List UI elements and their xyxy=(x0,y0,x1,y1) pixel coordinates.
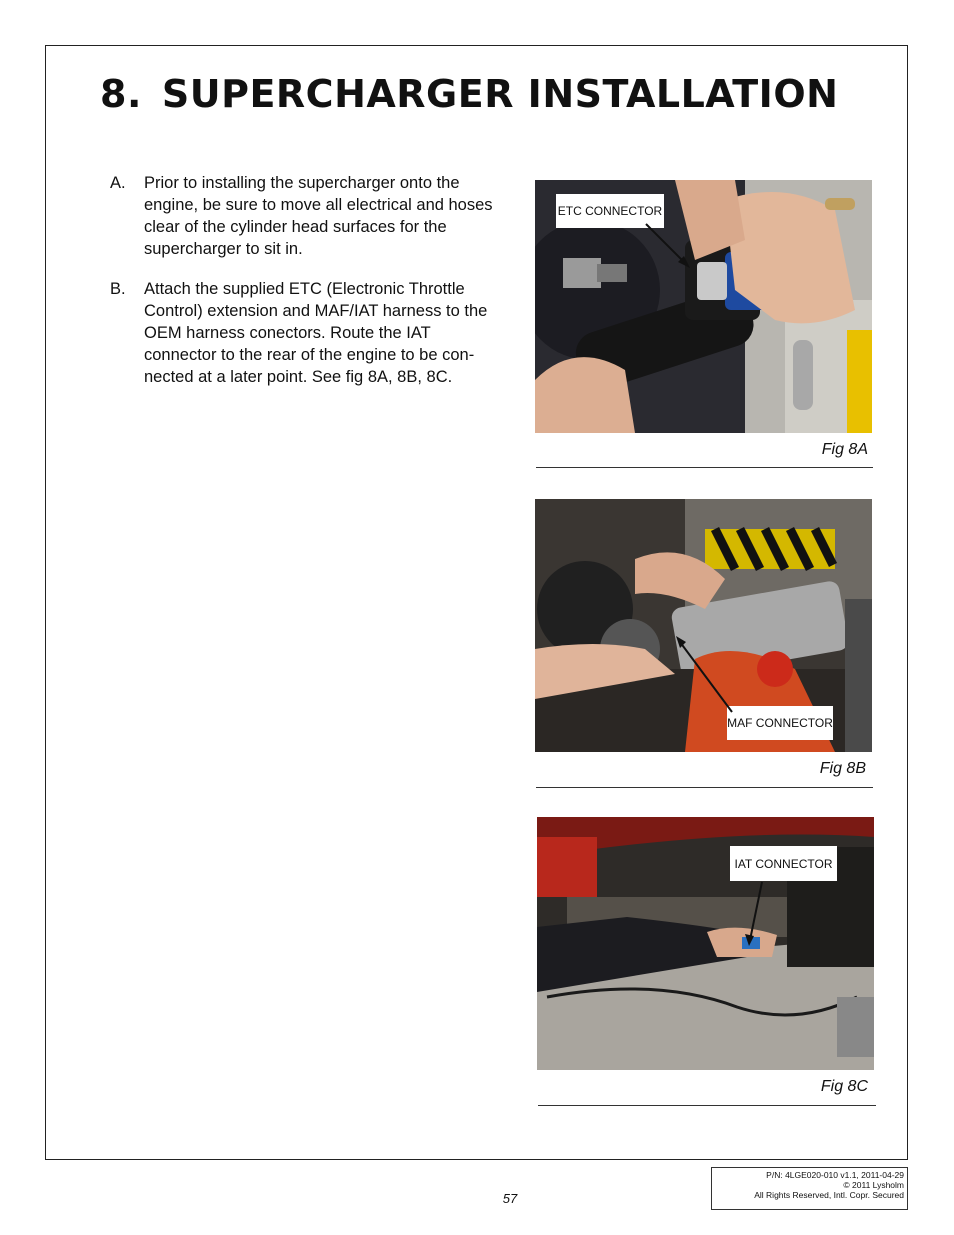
step-b xyxy=(110,278,502,388)
fig-8b-caption: Fig 8B xyxy=(819,760,866,777)
fig-8c-rule xyxy=(538,1105,876,1106)
fig-8a-pointer-arrow xyxy=(640,220,700,275)
fig-8b-pointer-arrow xyxy=(670,630,740,720)
section-number: 8. xyxy=(100,72,142,116)
fig-8a-callout: ETC CONNECTOR xyxy=(556,194,664,228)
fig-8b-callout: MAF CONNECTOR xyxy=(727,706,833,740)
page-title xyxy=(100,72,838,116)
instruction-list xyxy=(110,172,502,406)
fig-8b-rule xyxy=(536,787,873,788)
step-letter: A. xyxy=(110,174,126,192)
fig-8c-caption: Fig 8C xyxy=(820,1078,868,1095)
fig-8a-caption: Fig 8A xyxy=(821,441,868,458)
fig-8c-callout: IAT CONNECTOR xyxy=(730,846,837,881)
copyright: © 2011 Lysholm xyxy=(843,1180,904,1190)
step-a xyxy=(110,172,502,260)
part-number: P/N: 4LGE020-010 v1.1, 2011-04-29 xyxy=(766,1170,904,1180)
step-text: Prior to installing the supercharger onto the engine, be sure to move all electrical and hoses clear of the cylinder head surfaces for the supercharger to sit in. xyxy=(144,174,493,258)
section-title: SUPERCHARGER INSTALLATION xyxy=(161,72,839,116)
rights-notice: All Rights Reserved, Intl. Copr. Secured xyxy=(754,1190,904,1200)
fig-8c-pointer-arrow xyxy=(740,878,770,948)
fig-8a-rule xyxy=(536,467,873,468)
page-number: 57 xyxy=(502,1191,518,1206)
document-info-box xyxy=(711,1167,908,1210)
step-text: Attach the supplied ETC (Electronic Throttle Control) extension and MAF/IAT harness to the OEM harness conectors. Route the IAT connector to the rear of the engine to be con- nected at a later point. See fig 8A, 8B, 8C. xyxy=(144,280,488,386)
step-letter: B. xyxy=(110,280,126,298)
